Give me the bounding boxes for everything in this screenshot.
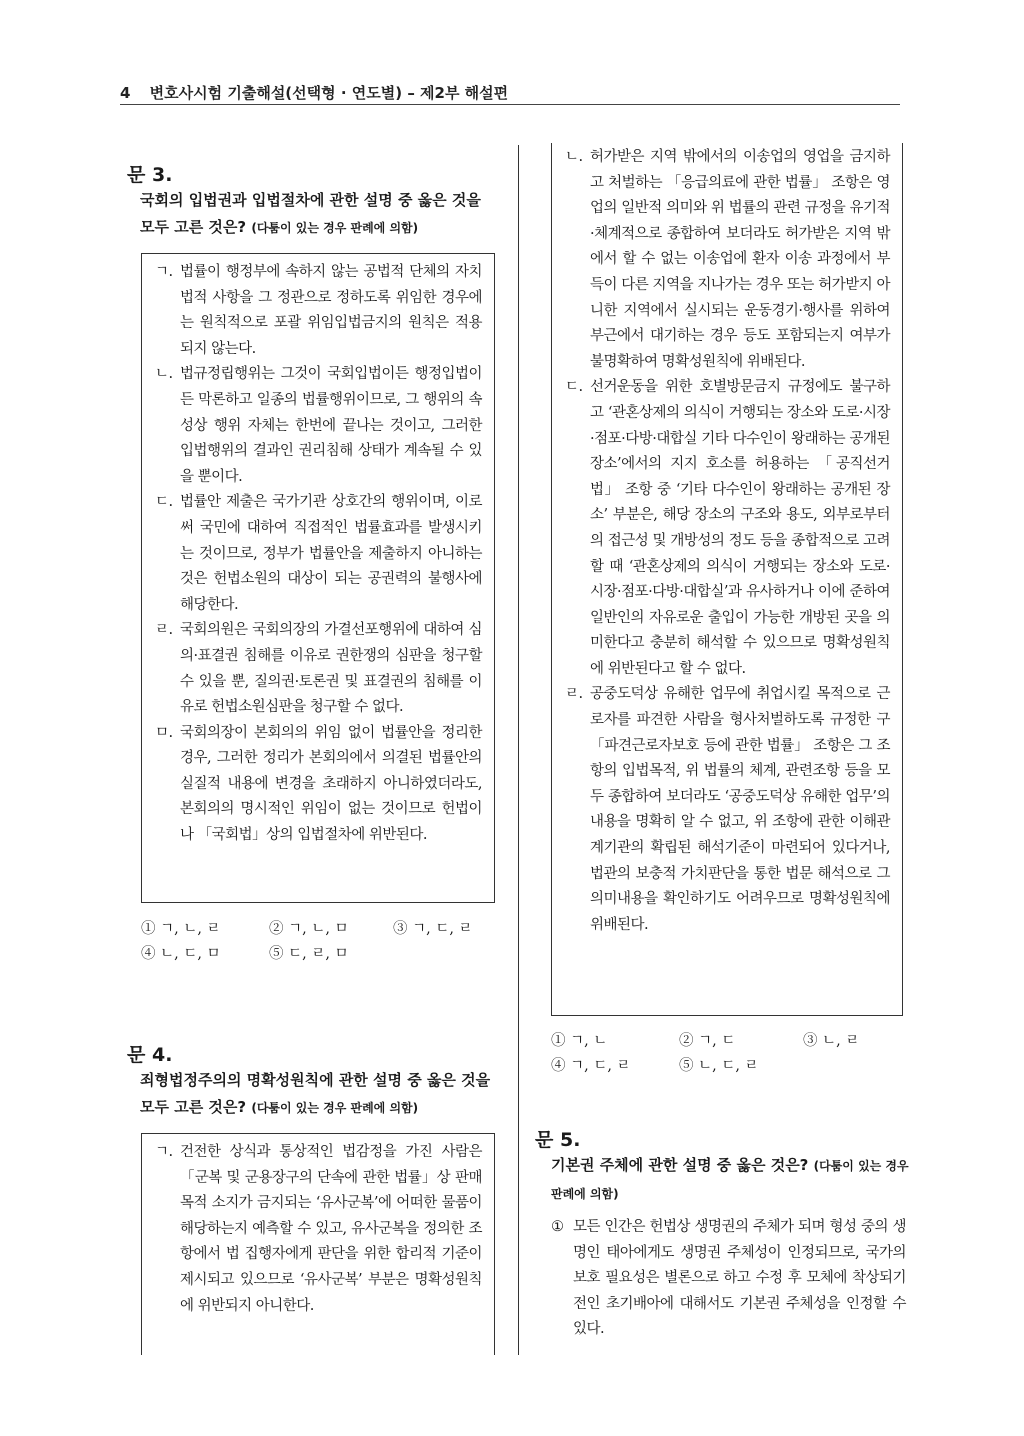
q3-item-e-text: 국회의장이 본회의의 위임 없이 법률안을 정리한 경우, 그러한 정리가 본회의에서 의결된 법률안의 실질적 내용에 변경을 초래하지 아니하였더라도, 본회의의 명시적인 위임이 없는 것이므로 헌법이나 「국회법」상의 입법절차에 위반된다. (180, 724, 482, 844)
q3-item-e (142, 721, 482, 849)
q4-choice-1[interactable]: ① ㄱ, ㄴ (551, 1033, 608, 1049)
q4-choice-5[interactable]: ⑤ ㄴ, ㄷ, ㄹ (679, 1058, 759, 1074)
q4-choices (551, 1029, 911, 1079)
q4-item-d-marker: ㄹ. (565, 686, 583, 703)
q3-item-b-text: 법규정립행위는 그것이 국회입법이든 행정입법이든 막론하고 일종의 법률행위이므로, 그 행위의 속성상 행위 자체는 한번에 끝나는 것이고, 그러한 입법행위의 결과인 권리침해 상태가 계속될 수 있을 뿐이다. (180, 366, 482, 485)
q3-stem-note: (다툼이 있는 경우 판례에 의함) (251, 221, 419, 235)
q4-item-a (142, 1140, 482, 1319)
q4-item-b (552, 145, 890, 375)
q3-item-a-marker: ㄱ. (155, 264, 173, 280)
q3-item-c-text: 법률안 제출은 국가기관 상호간의 행위이며, 이로써 국민에 대하여 직접적인 법률효과를 발생시키는 것이므로, 정부가 법률안을 제출하지 아니하는 것은 헌법소원의 대상이 되는 공권력의 불행사에 해당한다. (180, 494, 482, 613)
q3-item-a (142, 260, 482, 362)
q5-option-1-marker: ① (551, 1219, 564, 1235)
q4-item-a-marker: ㄱ. (155, 1144, 173, 1160)
q3-choice-5[interactable]: ⑤ ㄷ, ㄹ, ㅁ (269, 946, 349, 962)
q4-choice-4[interactable]: ④ ㄱ, ㄷ, ㄹ (551, 1058, 631, 1074)
q5-stem-note: (다툼이 있는 경우 판례에 의함) (551, 1159, 909, 1201)
q5-option-1-text: 모든 인간은 헌법상 생명권의 주체가 되며 형성 중의 생명인 태아에게도 생명권 주체성이 인정되므로, 국가의 보호 필요성은 별론으로 하고 수정 후 모체에 착상되기 전인 초기배아에 대해서도 기본권 주체성을 인정할 수 있다. (573, 1219, 906, 1338)
q3-items-box (141, 253, 495, 903)
q5-option-1[interactable] (551, 1215, 906, 1343)
q3-item-b (142, 362, 482, 490)
q5-stem-text: 기본권 주체에 관한 설명 중 옳은 것은? (551, 1156, 809, 1174)
column-divider (518, 145, 519, 1355)
q3-item-d-marker: ㄹ. (155, 622, 173, 639)
q5-stem (551, 1152, 911, 1208)
q3-item-e-marker: ㅁ. (155, 724, 173, 741)
running-title: 변호사시험 기출해설(선택형 · 연도별) – 제2부 해설편 (149, 84, 509, 102)
q3-item-d (142, 618, 482, 720)
q3-choice-1[interactable]: ① ㄱ, ㄴ, ㄹ (141, 921, 221, 937)
q4-item-d-text: 공중도덕상 유해한 업무에 취업시킬 목적으로 근로자를 파견한 사람을 형사처벌하도록 규정한 구 「파견근로자보호 등에 관한 법률」 조항은 그 조항의 입법목적, 위 법률의 체계, 관련조항 등을 모두 종합하여 보더라도 ‘공중도덕상 유해한 업무’의 내용을 명확히 알 수 없고, 위 조항에 관한 이해관계기관의 확립된 해석기준이 마련되어 있다거나, 법관의 보충적 가치판단을 통한 법문 해석으로 그 의미내용을 확인하기도 어려우므로 명확성원칙에 위배된다. (590, 686, 890, 933)
q4-item-c (552, 375, 890, 682)
q4-item-c-marker: ㄷ. (565, 379, 583, 396)
q3-choices (141, 917, 511, 967)
q5-number: 문 5. (535, 1129, 581, 1151)
q3-choice-4[interactable]: ④ ㄴ, ㄷ, ㅁ (141, 946, 221, 962)
q4-item-d (552, 682, 890, 938)
q4-stem (140, 1067, 500, 1122)
q3-item-d-text: 국회의원은 국회의장의 가결선포행위에 대하여 심의·표결권 침해를 이유로 권한쟁의 심판을 청구할 수 있을 뿐, 질의권·토론권 및 표결권의 침해를 이유로 헌법소원심판을 청구할 수 없다. (180, 622, 482, 716)
q3-choice-2[interactable]: ② ㄱ, ㄴ, ㅁ (269, 921, 349, 937)
q3-stem-text: 국회의 입법권과 입법절차에 관한 설명 중 옳은 것을 모두 고른 것은? (140, 191, 481, 236)
q3-item-b-marker: ㄴ. (155, 366, 173, 383)
q4-item-b-text: 허가받은 지역 밖에서의 이송업의 영업을 금지하고 처벌하는 「응급의료에 관한 법률」 조항은 영업의 일반적 의미와 위 법률의 관련 규정을 유기적·체계적으로 종합하여 보더라도 허가받은 지역 밖에서 할 수 없는 이송업에 환자 이송 과정에서 부득이 다른 지역을 지나가는 경우 또는 허가받지 아니한 지역에서 실시되는 운동경기·행사를 위하여 부근에서 대기하는 경우 등도 포함되는지 여부가 불명확하여 명확성원칙에 위배된다. (590, 149, 890, 370)
q4-choice-3[interactable]: ③ ㄴ, ㄹ (803, 1033, 860, 1049)
header-rule (120, 104, 900, 105)
q3-number: 문 3. (127, 164, 173, 186)
q3-stem (140, 187, 500, 242)
q4-item-b-marker: ㄴ. (565, 149, 583, 165)
q3-item-a-text: 법률이 행정부에 속하지 않는 공법적 단체의 자치법적 사항을 그 정관으로 정하도록 위임한 경우에는 원칙적으로 포괄 위임입법금지의 원칙은 적용되지 않는다. (180, 264, 482, 357)
q3-item-c (142, 490, 482, 618)
q4-stem-note: (다툼이 있는 경우 판례에 의함) (251, 1101, 419, 1115)
q4-number: 문 4. (127, 1044, 173, 1066)
q4-items-box-left (141, 1133, 495, 1355)
q3-item-c-marker: ㄷ. (155, 494, 173, 511)
page-number: 4 (120, 84, 131, 102)
page-header (120, 82, 900, 103)
q3-choice-3[interactable]: ③ ㄱ, ㄷ, ㄹ (393, 921, 473, 937)
q4-items-box-right (551, 143, 903, 1016)
q4-stem-text: 죄형법정주의의 명확성원칙에 관한 설명 중 옳은 것을 모두 고른 것은? (140, 1071, 491, 1116)
q4-item-c-text: 선거운동을 위한 호별방문금지 규정에도 불구하고 ‘관혼상제의 의식이 거행되는 장소와 도로·시장·점포·다방·대합실 기타 다수인이 왕래하는 공개된 장소’에서의 지지 호소를 허용하는 「공직선거법」 조항 중 ‘기타 다수인이 왕래하는 공개된 장소’ 부분은, 해당 장소의 구조와 용도, 외부로부터의 접근성 및 개방성의 정도 등을 종합적으로 고려할 때 ‘관혼상제의 의식이 거행되는 장소와 도로·시장·점포·다방·대합실’과 유사하거나 이에 준하여 일반인의 자유로운 출입이 가능한 개방된 곳을 의미한다고 충분히 해석할 수 있으므로 명확성원칙에 위반된다고 할 수 없다. (590, 379, 890, 677)
q4-choice-2[interactable]: ② ㄱ, ㄷ (679, 1033, 736, 1049)
q4-item-a-text: 건전한 상식과 통상적인 법감정을 가진 사람은 「군복 및 군용장구의 단속에 관한 법률」상 판매목적 소지가 금지되는 ‘유사군복’에 어떠한 물품이 해당하는지 예측할 수 있고, 유사군복을 정의한 조항에서 법 집행자에게 판단을 위한 합리적 기준이 제시되고 있으므로 ‘유사군복’ 부분은 명확성원칙에 위반되지 아니한다. (180, 1144, 482, 1314)
